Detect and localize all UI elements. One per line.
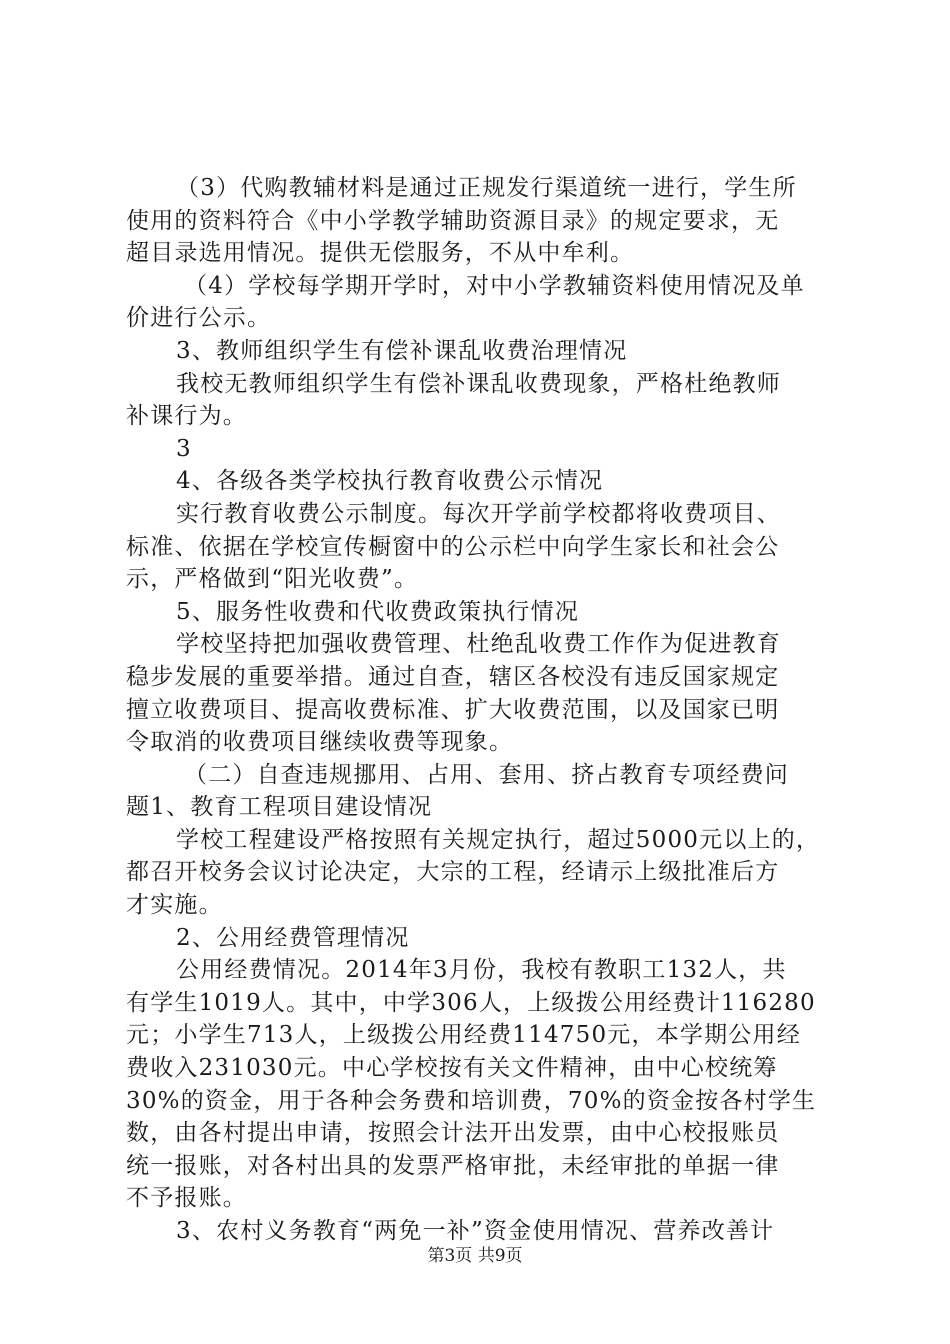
paragraph-line: 统一报账，对各村出具的发票严格审批，未经审批的单据一律 [126, 1152, 780, 1179]
paragraph-line: 令取消的收费项目继续收费等现象。 [126, 729, 514, 756]
section-heading: 4、各级各类学校执行教育收费公示情况 [176, 468, 604, 495]
document-body [126, 172, 830, 1248]
paragraph-line: 有学生1019人。其中，中学306人，上级拨公用经费计116280 [126, 989, 816, 1016]
section-heading: 3、教师组织学生有偿补课乱收费治理情况 [176, 337, 628, 364]
paragraph-line: 公用经费情况。2014年3月份，我校有教职工132人，共 [176, 957, 787, 984]
page-footer: 第3页 共9页 [427, 1246, 523, 1266]
paragraph-line: 数，由各村提出申请，按照会计法开出发票，由中心校报账员 [126, 1120, 780, 1147]
paragraph-line: 价进行公示。 [126, 305, 272, 332]
section-heading: （二）自查违规挪用、占用、套用、挤占教育专项经费问 [184, 761, 789, 788]
paragraph-line: 元；小学生713人，上级拨公用经费114750元，本学期公用经 [126, 1022, 801, 1049]
paragraph-line: 都召开校务会议讨论决定，大宗的工程，经请示上级批准后方 [126, 859, 780, 886]
paragraph-line: 学校工程建设严格按照有关规定执行，超过5000元以上的， [176, 826, 821, 853]
paragraph-line: 不予报账。 [126, 1185, 247, 1212]
paragraph-line: 30%的资金，用于各种会务费和培训费，70%的资金按各村学生 [126, 1087, 817, 1114]
paragraph-line: 我校无教师组织学生有偿补课乱收费现象，严格杜绝教师 [176, 370, 781, 397]
section-heading: 3、农村义务教育“两免一补”资金使用情况、营养改善计 [176, 1218, 775, 1244]
paragraph-line: 标准、依据在学校宣传橱窗中的公示栏中向学生家长和社会公 [126, 533, 780, 560]
paragraph-line: 擅立收费项目、提高收费标准、扩大收费范围，以及国家已明 [126, 696, 780, 723]
paragraph-line: 示，严格做到“阳光收费”。 [126, 566, 419, 593]
paragraph-line: 超目录选用情况。提供无偿服务，不从中牟利。 [126, 240, 635, 267]
paragraph-line: 补课行为。 [126, 403, 247, 430]
section-heading: 5、服务性收费和代收费政策执行情况 [176, 598, 580, 625]
paragraph-line: 稳步发展的重要举措。通过自查，辖区各校没有违反国家规定 [126, 663, 780, 690]
paragraph-line: 学校坚持把加强收费管理、杜绝乱收费工作作为促进教育 [176, 631, 781, 658]
section-heading: 2、公用经费管理情况 [176, 924, 410, 951]
paragraph-line: （3）代购教辅材料是通过正规发行渠道统一进行，学生所 [176, 175, 797, 201]
section-heading: 题1、教育工程项目建设情况 [126, 794, 433, 821]
paragraph-line: 实行教育收费公示制度。每次开学前学校都将收费项目、 [176, 500, 781, 527]
paragraph-line: 费收入231030元。中心学校按有关文件精神，由中心校统筹 [126, 1055, 778, 1082]
paragraph-line: 3 [176, 435, 192, 462]
paragraph-line: 使用的资料符合《中小学教学辅助资源目录》的规定要求，无 [126, 207, 780, 234]
paragraph-line: （4）学校每学期开学时，对中小学教辅资料使用情况及单 [184, 272, 805, 299]
paragraph-line: 才实施。 [126, 892, 223, 919]
